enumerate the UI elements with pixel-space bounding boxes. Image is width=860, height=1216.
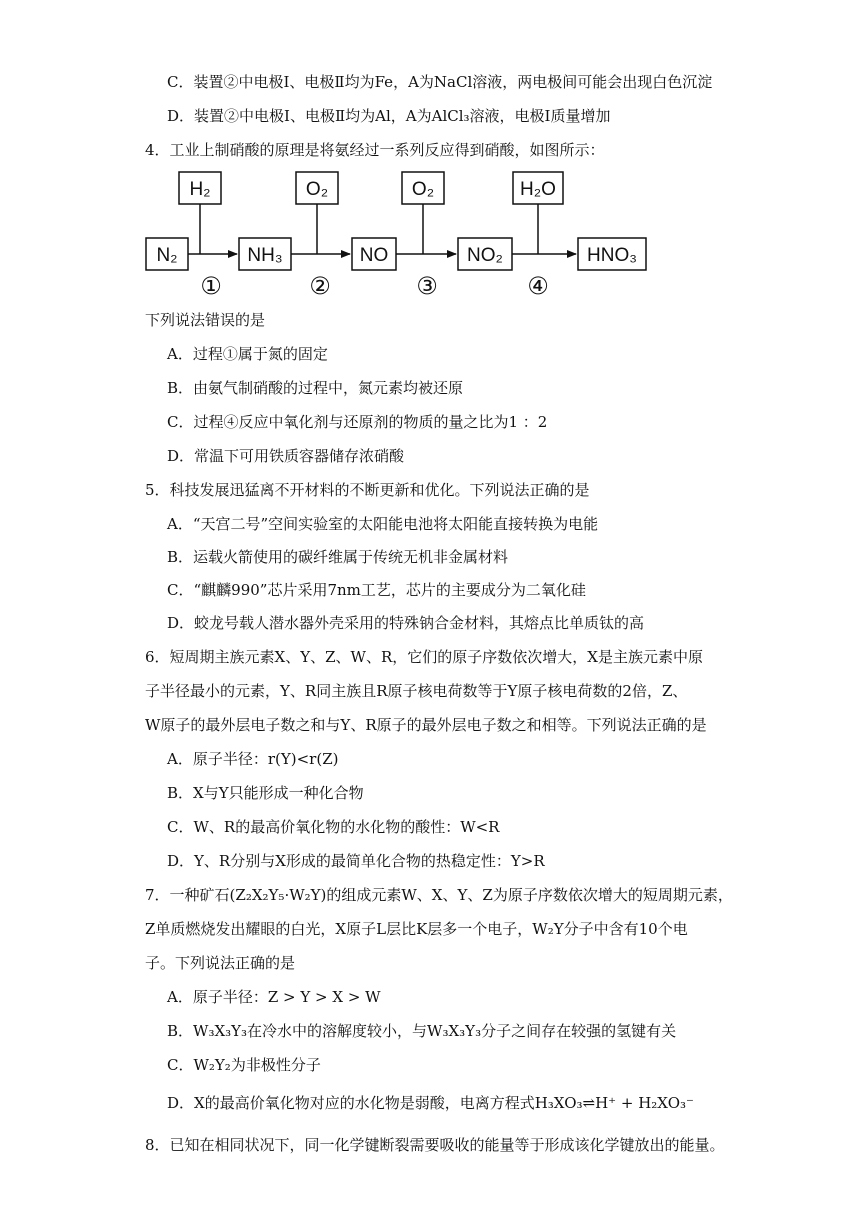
q5-option-c: C．“麒麟990”芯片采用7nm工艺，芯片的主要成分为二氧化硅 xyxy=(167,581,586,599)
nitric-acid-process-diagram xyxy=(140,166,660,302)
question-5-stem: 5．科技发展迅猛离不开材料的不断更新和优化。下列说法正确的是 xyxy=(145,481,590,499)
q7-option-c: C．W₂Y₂为非极性分子 xyxy=(167,1056,321,1074)
step-label-2: ② xyxy=(309,273,331,300)
q7-option-b: B．W₃X₃Y₃在冷水中的溶解度较小，与W₃X₃Y₃分子之间存在较强的氢键有关 xyxy=(167,1022,677,1040)
question-6-stem-line-1: 6．短周期主族元素X、Y、Z、W、R，它们的原子序数依次增大，X是主族元素中原 xyxy=(145,648,703,666)
reagent-h2: H₂ xyxy=(189,179,211,200)
species-hno3: HNO₃ xyxy=(587,245,637,266)
question-6-stem-line-3: W原子的最外层电子数之和与Y、R原子的最外层电子数之和相等。下列说法正确的是 xyxy=(145,716,707,734)
q6-option-b: B．X与Y只能形成一种化合物 xyxy=(167,784,364,802)
reagent-o2-1: O₂ xyxy=(305,179,329,200)
step-label-3: ③ xyxy=(416,273,438,300)
q4-option-a: A．过程①属于氮的固定 xyxy=(167,345,328,363)
question-8-stem: 8．已知在相同状况下，同一化学键断裂需要吸收的能量等于形成该化学键放出的能量。 xyxy=(145,1136,725,1154)
q3-option-c: C．装置②中电极Ⅰ、电极Ⅱ均为Fe，A为NaCl溶液，两电极间可能会出现白色沉淀 xyxy=(167,73,713,91)
question-4-stem: 4．工业上制硝酸的原理是将氨经过一系列反应得到硝酸，如图所示： xyxy=(145,141,605,159)
question-7-stem-line-1: 7．一种矿石(Z₂X₂Y₅·W₂Y)的组成元素W、X、Y、Z为原子序数依次增大的短周期元素， xyxy=(145,886,733,904)
q6-option-a: A．原子半径：r(Y)<r(Z) xyxy=(167,750,339,768)
question-6-stem-line-2: 子半径最小的元素，Y、R同主族且R原子核电荷数等于Y原子核电荷数的2倍，Z、 xyxy=(145,682,688,700)
q6-option-c: C．W、R的最高价氧化物的水化物的酸性：W<R xyxy=(167,818,500,836)
species-nh3: NH₃ xyxy=(247,245,283,266)
species-no: NO xyxy=(359,245,389,266)
step-label-4: ④ xyxy=(527,273,549,300)
q3-option-d: D．装置②中电极Ⅰ、电极Ⅱ均为Al，A为AlCl₃溶液，电极Ⅰ质量增加 xyxy=(167,107,611,125)
q4-option-c: C．过程④反应中氧化剂与还原剂的物质的量之比为1 ：2 xyxy=(167,413,548,431)
reagent-h2o: H₂O xyxy=(520,179,556,200)
question-7-stem-line-3: 子。下列说法正确的是 xyxy=(145,954,296,972)
q5-option-a: A．“天宫二号”空间实验室的太阳能电池将太阳能直接转换为电能 xyxy=(167,515,599,533)
species-n2: N₂ xyxy=(156,245,178,266)
q7-option-d: D．X的最高价氧化物对应的水化物是弱酸，电离方程式H₃XO₃⇌H⁺ + H₂XO₃⁻ xyxy=(167,1094,694,1112)
q7-option-a: A．原子半径：Z > Y > X > W xyxy=(167,988,381,1006)
q4-option-d: D．常温下可用铁质容器储存浓硝酸 xyxy=(167,447,405,465)
question-4-prompt: 下列说法错误的是 xyxy=(145,311,266,329)
q5-option-b: B．运载火箭使用的碳纤维属于传统无机非金属材料 xyxy=(167,548,509,566)
question-7-stem-line-2: Z单质燃烧发出耀眼的白光，X原子L层比K层多一个电子，W₂Y分子中含有10个电 xyxy=(145,920,688,938)
reagent-o2-2: O₂ xyxy=(411,179,435,200)
step-label-1: ① xyxy=(200,273,222,300)
q6-option-d: D．Y、R分别与X形成的最简单化合物的热稳定性：Y>R xyxy=(167,852,545,870)
q4-option-b: B．由氨气制硝酸的过程中，氮元素均被还原 xyxy=(167,379,464,397)
q5-option-d: D．蛟龙号载人潜水器外壳采用的特殊钠合金材料，其熔点比单质钛的高 xyxy=(167,614,645,632)
species-no2: NO₂ xyxy=(467,245,503,266)
